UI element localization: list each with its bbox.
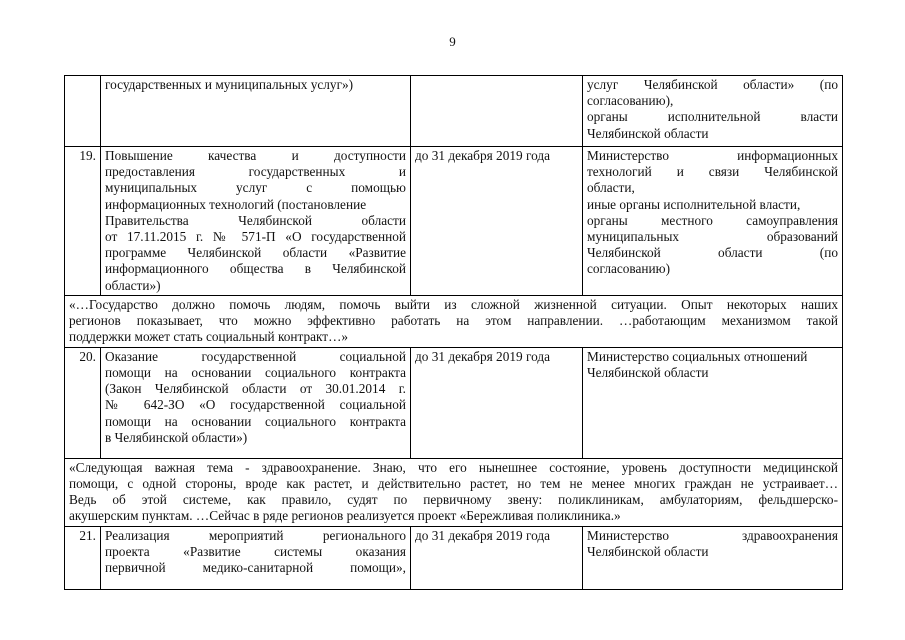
responsible-line: Челябинской области (по <box>587 245 838 261</box>
quote-line: помощи, с одной стороны, вроде как растет, и действительно растет, но тем не менее многих граждан не устраивает… <box>69 476 838 492</box>
action-line: области») <box>105 277 161 293</box>
table-row <box>65 76 843 147</box>
action-line: Повышение качества и доступности <box>105 148 406 163</box>
responsible-line: Министерство здравоохранения <box>587 527 838 543</box>
quote-line: акушерским пунктам. …Сейчас в ряде регионов реализуется проект «Бережливая поликлиника.» <box>69 508 621 524</box>
quote-line: «…Государство должно помочь людям, помочь выйти из сложной жизненной ситуации. Опыт некоторых наших <box>69 296 838 312</box>
action-line: Реализация мероприятий регионального <box>105 527 406 543</box>
action-line: № 642-ЗО «О государственной социальной <box>105 397 406 413</box>
action-line: первичной медико-санитарной помощи», <box>105 560 406 576</box>
action-line: проекта «Развитие системы оказания <box>105 544 406 560</box>
action-line: в Челябинской области») <box>105 429 248 445</box>
action-line: программе Челябинской области «Развитие <box>105 245 406 261</box>
action-line: помощи на основании социального контракта <box>105 413 406 429</box>
responsible-line: органы местного самоуправления <box>587 212 838 228</box>
action-cell <box>101 347 411 458</box>
quote-line: «Следующая важная тема - здравоохранение. Знаю, что его нынешнее состояние, уровень доступности медицинской <box>69 459 838 475</box>
row-number: 20. <box>65 347 101 458</box>
quote-line: Ведь об этой системе, как правило, судят по первичному звену: поликлиникам, амбулаториям, фельдшерско- <box>69 492 838 508</box>
responsible-line: Челябинской области <box>587 544 709 560</box>
row-number: 21. <box>65 526 101 589</box>
responsible-line: услуг Челябинской области» (по <box>587 77 838 92</box>
action-line: информационных технологий (постановление <box>105 196 367 212</box>
table-row <box>65 347 843 458</box>
quote-row <box>65 295 843 347</box>
action-line: информационного общества в Челябинской <box>105 261 406 277</box>
responsible-cell <box>583 147 843 296</box>
action-cell <box>101 76 411 147</box>
deadline-cell: до 31 декабря 2019 года <box>411 526 583 589</box>
quote-cell <box>65 295 843 347</box>
responsible-line: иные органы исполнительной власти, <box>587 196 801 212</box>
responsible-line: Министерство социальных отношений <box>587 348 808 364</box>
table-row <box>65 526 843 589</box>
action-cell <box>101 526 411 589</box>
measures-table <box>64 75 843 590</box>
action-line: от 17.11.2015 г. № 571-П «О государственной <box>105 229 406 245</box>
responsible-line: области, <box>587 180 635 196</box>
row-number <box>65 76 101 147</box>
action-line: помощи на основании социального контракта <box>105 365 406 381</box>
row-number: 19. <box>65 147 101 296</box>
action-line: государственных и муниципальных услуг») <box>105 77 354 92</box>
responsible-line: Челябинской области <box>587 365 709 381</box>
action-cell <box>101 147 411 296</box>
action-line: предоставления государственных и <box>105 164 406 180</box>
action-line: муниципальных услуг с помощью <box>105 180 406 196</box>
table-row <box>65 147 843 296</box>
action-line: (Закон Челябинской области от 30.01.2014 г. <box>105 381 406 397</box>
quote-cell <box>65 458 843 526</box>
deadline-cell: до 31 декабря 2019 года <box>411 147 583 296</box>
quote-line: регионов показывает, что можно эффективно работать на этом направлении. …работающим механизмом такой <box>69 313 838 329</box>
responsible-line: технологий и связи Челябинской <box>587 164 838 180</box>
responsible-cell <box>583 526 843 589</box>
responsible-line: муниципальных образований <box>587 229 838 245</box>
responsible-cell <box>583 76 843 147</box>
quote-row <box>65 458 843 526</box>
action-line: Правительства Челябинской области <box>105 212 406 228</box>
quote-line: поддержки может стать социальный контракт…» <box>69 329 349 345</box>
deadline-cell <box>411 76 583 147</box>
responsible-line: Министерство информационных <box>587 148 838 163</box>
action-line: Оказание государственной социальной <box>105 348 406 364</box>
responsible-line: согласованию) <box>587 261 671 277</box>
responsible-line: Челябинской области <box>587 125 709 141</box>
deadline-cell: до 31 декабря 2019 года <box>411 347 583 458</box>
page-number: 9 <box>449 34 456 49</box>
responsible-line: органы исполнительной власти <box>587 109 838 125</box>
responsible-line: согласованию), <box>587 93 674 109</box>
responsible-cell <box>583 347 843 458</box>
